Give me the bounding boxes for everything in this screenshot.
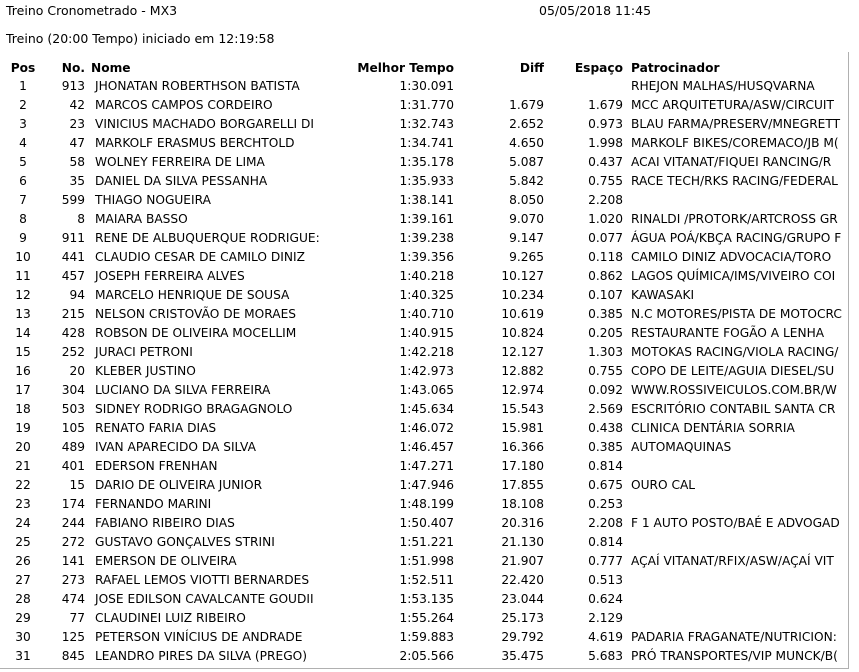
cell-espaco: 2.129 [588,610,623,625]
cell-diff: 1.679 [509,97,544,112]
cell-diff: 2.652 [509,116,544,131]
cell-nome: DANIEL DA SILVA PESSANHA [95,173,268,188]
cell-patrocinador [623,589,856,608]
cell-patrocinador: AÇAÍ VITANAT/RFIX/ASW/AÇAÍ VIT [631,553,834,568]
cell-espaco: 0.205 [588,325,623,340]
cell-espaco: 0.077 [588,230,623,245]
cell-pos: 30 [15,629,31,644]
cell-pos: 11 [15,268,31,283]
col-header-diff: Diff [519,60,544,75]
cell-tempo: 1:39.356 [399,249,454,264]
cell-pos: 31 [15,648,31,663]
cell-pos: 27 [15,572,31,587]
cell-pos: 28 [15,591,31,606]
table-row [6,304,856,323]
cell-pos: 21 [15,458,31,473]
cell-no: 15 [69,477,85,492]
cell-diff: 18.108 [501,496,544,511]
cell-diff: 25.173 [501,610,544,625]
cell-nome: RAFAEL LEMOS VIOTTI BERNARDES [95,572,310,587]
table-row [6,228,856,247]
cell-diff: 21.907 [501,553,544,568]
cell-no: 105 [61,420,85,435]
cell-pos: 4 [19,135,27,150]
cell-no: 273 [61,572,85,587]
cell-diff: 5.087 [509,154,544,169]
cell-diff: 20.316 [501,515,544,530]
cell-tempo: 1:42.218 [399,344,454,359]
cell-nome: ROBSON DE OLIVEIRA MOCELLIM [95,325,297,340]
cell-pos: 1 [19,78,27,93]
cell-patrocinador [623,190,856,209]
cell-espaco: 0.755 [588,173,623,188]
cell-diff: 12.127 [501,344,544,359]
cell-patrocinador: CLINICA DENTÁRIA SORRIA [631,420,795,435]
cell-tempo: 1:30.091 [399,78,454,93]
cell-diff: 8.050 [509,192,544,207]
cell-patrocinador: LAGOS QUÍMICA/IMS/VIVEIRO COI [631,268,836,283]
cell-tempo: 1:40.325 [399,287,454,302]
table-row [6,627,856,646]
cell-espaco: 4.619 [588,629,623,644]
cell-espaco: 1.303 [588,344,623,359]
cell-diff: 17.180 [501,458,544,473]
cell-no: 457 [61,268,85,283]
cell-pos: 5 [19,154,27,169]
col-header-nome: Nome [91,60,131,75]
cell-nome: IVAN APARECIDO DA SILVA [95,439,256,454]
cell-no: 8 [77,211,85,226]
cell-espaco: 1.679 [588,97,623,112]
table-row [6,513,856,532]
cell-patrocinador: OURO CAL [631,477,696,492]
table-row [6,608,856,627]
cell-no: 125 [61,629,85,644]
cell-tempo: 1:35.933 [399,173,454,188]
report-datetime: 05/05/2018 11:45 [539,3,652,18]
cell-espaco: 0.253 [588,496,623,511]
cell-espaco: 0.118 [588,249,623,264]
cell-patrocinador: BLAU FARMA/PRESERV/MNEGRETT [631,116,841,131]
cell-patrocinador: AUTOMAQUINAS [631,439,732,454]
cell-nome: PETERSON VINÍCIUS DE ANDRADE [95,629,303,644]
cell-no: 845 [61,648,85,663]
cell-tempo: 1:45.634 [399,401,454,416]
cell-no: 174 [61,496,85,511]
cell-tempo: 1:50.407 [399,515,454,530]
cell-diff: 17.855 [501,477,544,492]
cell-patrocinador [623,570,856,589]
cell-nome: MARCOS CAMPOS CORDEIRO [95,97,273,112]
cell-no: 474 [61,591,85,606]
cell-no: 503 [61,401,85,416]
table-row [6,76,856,95]
cell-espaco: 1.020 [588,211,623,226]
col-header-patrocinador: Patrocinador [631,60,720,75]
report-title: Treino Cronometrado - MX3 [6,3,178,18]
cell-tempo: 1:46.457 [399,439,454,454]
cell-tempo: 1:48.199 [399,496,454,511]
cell-pos: 13 [15,306,31,321]
cell-no: 489 [61,439,85,454]
table-row [6,190,856,209]
table-row [6,380,856,399]
cell-no: 23 [69,116,85,131]
cell-espaco: 0.513 [588,572,623,587]
cell-no: 252 [61,344,85,359]
cell-diff: 16.366 [501,439,544,454]
cell-espaco: 0.973 [588,116,623,131]
cell-nome: NELSON CRISTOVÃO DE MORAES [95,306,297,321]
cell-espaco: 0.385 [588,439,623,454]
cell-diff: 12.974 [501,382,544,397]
col-header-tempo: Melhor Tempo [357,60,454,75]
cell-no: 47 [69,135,85,150]
cell-nome: SIDNEY RODRIGO BRAGAGNOLO [95,401,293,416]
cell-diff: 10.824 [501,325,544,340]
cell-diff: 23.044 [501,591,544,606]
cell-patrocinador: RESTAURANTE FOGÃO A LENHA [631,325,825,340]
cell-patrocinador: RHEJON MALHAS/HUSQVARNA [631,78,815,93]
cell-diff: 21.130 [501,534,544,549]
cell-nome: RENE DE ALBUQUERQUE RODRIGUE: [95,230,320,245]
cell-tempo: 1:47.271 [399,458,454,473]
cell-nome: GUSTAVO GONÇALVES STRINI [95,534,275,549]
cell-nome: JOSEPH FERREIRA ALVES [95,268,245,283]
cell-patrocinador: MOTOKAS RACING/VIOLA RACING/ [631,344,839,359]
cell-diff: 10.234 [501,287,544,302]
cell-pos: 18 [15,401,31,416]
cell-patrocinador: ESCRITÓRIO CONTABIL SANTA CR [631,401,836,416]
cell-patrocinador: RINALDI /PROTORK/ARTCROSS GR [631,211,838,226]
cell-pos: 15 [15,344,31,359]
cell-patrocinador [623,608,856,627]
cell-nome: CLAUDINEI LUIZ RIBEIRO [95,610,246,625]
cell-tempo: 1:46.072 [399,420,454,435]
cell-patrocinador [623,456,856,475]
cell-pos: 16 [15,363,31,378]
cell-pos: 26 [15,553,31,568]
table-row [6,418,856,437]
cell-tempo: 1:42.973 [399,363,454,378]
cell-nome: DARIO DE OLIVEIRA JUNIOR [95,477,263,492]
cell-no: 141 [61,553,85,568]
cell-diff [454,76,544,95]
cell-espaco: 0.814 [588,534,623,549]
cell-tempo: 1:32.743 [399,116,454,131]
cell-patrocinador: PADARIA FRAGANATE/NUTRICION: [631,629,837,644]
table-row [6,285,856,304]
cell-no: 58 [69,154,85,169]
cell-espaco: 0.675 [588,477,623,492]
table-row [6,646,856,665]
cell-nome: KLEBER JUSTINO [95,363,196,378]
cell-pos: 25 [15,534,31,549]
cell-tempo: 1:40.915 [399,325,454,340]
table-row [6,551,856,570]
cell-nome: JURACI PETRONI [95,344,193,359]
cell-diff: 29.792 [501,629,544,644]
cell-diff: 15.981 [501,420,544,435]
cell-tempo: 1:39.238 [399,230,454,245]
table-row [6,494,856,513]
cell-tempo: 2:05.566 [399,648,454,663]
cell-no: 599 [61,192,85,207]
cell-no: 401 [61,458,85,473]
cell-patrocinador: MCC ARQUITETURA/ASW/CIRCUIT [631,97,834,112]
cell-no: 35 [69,173,85,188]
cell-patrocinador: WWW.ROSSIVEICULOS.COM.BR/W [631,382,837,397]
cell-nome: WOLNEY FERREIRA DE LIMA [95,154,265,169]
cell-pos: 9 [19,230,27,245]
cell-no: 441 [61,249,85,264]
col-header-pos: Pos [10,60,36,75]
results-table [6,59,856,665]
cell-pos: 17 [15,382,31,397]
cell-patrocinador: CAMILO DINIZ ADVOCACIA/TORO [631,249,832,264]
cell-pos: 2 [19,97,27,112]
cell-nome: EDERSON FRENHAN [95,458,218,473]
cell-nome: THIAGO NOGUEIRA [95,192,211,207]
cell-no: 272 [61,534,85,549]
cell-nome: EMERSON DE OLIVEIRA [95,553,237,568]
table-row [6,532,856,551]
table-row [6,456,856,475]
cell-patrocinador: F 1 AUTO POSTO/BAÉ E ADVOGAD [631,515,840,530]
cell-patrocinador [623,494,856,513]
cell-tempo: 1:34.741 [399,135,454,150]
cell-espaco: 0.385 [588,306,623,321]
results-body [6,76,856,665]
cell-tempo: 1:40.218 [399,268,454,283]
cell-patrocinador: ACAI VITANAT/FIQUEI RANCING/R [631,154,832,169]
cell-diff: 9.070 [509,211,544,226]
cell-espaco: 5.683 [588,648,623,663]
cell-patrocinador: PRÓ TRANSPORTES/VIP MUNCK/B( [631,648,838,663]
cell-no: 428 [61,325,85,340]
cell-no: 94 [69,287,85,302]
table-row [6,342,856,361]
cell-espaco: 2.208 [588,192,623,207]
cell-no: 304 [61,382,85,397]
cell-pos: 29 [15,610,31,625]
cell-nome: LUCIANO DA SILVA FERREIRA [95,382,271,397]
cell-no: 77 [69,610,85,625]
cell-diff: 5.842 [509,173,544,188]
cell-pos: 8 [19,211,27,226]
cell-tempo: 1:39.161 [399,211,454,226]
cell-espaco: 0.755 [588,363,623,378]
cell-espaco: 2.569 [588,401,623,416]
cell-tempo: 1:53.135 [399,591,454,606]
cell-diff: 10.127 [501,268,544,283]
cell-no: 244 [61,515,85,530]
cell-pos: 14 [15,325,31,340]
cell-nome: LEANDRO PIRES DA SILVA (PREGO) [95,648,307,663]
cell-tempo: 1:51.221 [399,534,454,549]
cell-tempo: 1:35.178 [399,154,454,169]
cell-patrocinador: ÁGUA POÁ/KBÇA RACING/GRUPO F [631,230,842,245]
cell-patrocinador: N.C MOTORES/PISTA DE MOTOCRC [631,306,842,321]
cell-no: 215 [61,306,85,321]
table-row [6,266,856,285]
table-row [6,570,856,589]
cell-no: 913 [61,78,85,93]
cell-diff: 9.265 [509,249,544,264]
cell-patrocinador: MARKOLF BIKES/COREMACO/JB M( [631,135,839,150]
cell-pos: 3 [19,116,27,131]
cell-pos: 20 [15,439,31,454]
table-row [6,589,856,608]
cell-no: 42 [69,97,85,112]
col-header-no: No. [61,60,85,75]
cell-nome: MARKOLF ERASMUS BERCHTOLD [95,135,295,150]
cell-diff: 10.619 [501,306,544,321]
cell-espaco [544,76,623,95]
table-row [6,323,856,342]
cell-no: 911 [61,230,85,245]
cell-diff: 9.147 [509,230,544,245]
table-header-row [6,59,856,76]
cell-espaco: 0.862 [588,268,623,283]
table-row [6,209,856,228]
table-row [6,95,856,114]
cell-espaco: 0.814 [588,458,623,473]
table-row [6,152,856,171]
cell-tempo: 1:47.946 [399,477,454,492]
cell-nome: MAIARA BASSO [95,211,188,226]
table-row [6,247,856,266]
cell-diff: 15.543 [501,401,544,416]
cell-pos: 6 [19,173,27,188]
cell-diff: 35.475 [501,648,544,663]
cell-espaco: 2.208 [588,515,623,530]
cell-pos: 7 [19,192,27,207]
cell-nome: FABIANO RIBEIRO DIAS [95,515,235,530]
cell-espaco: 1.998 [588,135,623,150]
cell-diff: 22.420 [501,572,544,587]
session-subtitle: Treino (20:00 Tempo) iniciado em 12:19:58 [6,31,275,46]
cell-espaco: 0.438 [588,420,623,435]
table-row [6,399,856,418]
table-row [6,361,856,380]
cell-nome: RENATO FARIA DIAS [95,420,217,435]
cell-tempo: 1:40.710 [399,306,454,321]
cell-pos: 23 [15,496,31,511]
cell-pos: 12 [15,287,31,302]
cell-nome: MARCELO HENRIQUE DE SOUSA [95,287,290,302]
cell-espaco: 0.624 [588,591,623,606]
cell-espaco: 0.437 [588,154,623,169]
table-row [6,114,856,133]
cell-pos: 10 [15,249,31,264]
table-row [6,171,856,190]
cell-espaco: 0.092 [588,382,623,397]
cell-tempo: 1:43.065 [399,382,454,397]
cell-diff: 4.650 [509,135,544,150]
cell-patrocinador: KAWASAKI [631,287,695,302]
cell-tempo: 1:52.511 [399,572,454,587]
cell-pos: 24 [15,515,31,530]
cell-nome: FERNANDO MARINI [95,496,212,511]
cell-tempo: 1:59.883 [399,629,454,644]
cell-pos: 19 [15,420,31,435]
cell-patrocinador [623,532,856,551]
cell-patrocinador: COPO DE LEITE/AGUIA DIESEL/SU [631,363,835,378]
cell-espaco: 0.777 [588,553,623,568]
cell-nome: VINICIUS MACHADO BORGARELLI DI [95,116,314,131]
cell-pos: 22 [15,477,31,492]
cell-espaco: 0.107 [588,287,623,302]
cell-nome: JOSE EDILSON CAVALCANTE GOUDII [95,591,314,606]
cell-nome: JHONATAN ROBERTHSON BATISTA [95,78,300,93]
cell-tempo: 1:38.141 [399,192,454,207]
cell-nome: CLAUDIO CESAR DE CAMILO DINIZ [95,249,305,264]
cell-diff: 12.882 [501,363,544,378]
cell-tempo: 1:51.998 [399,553,454,568]
table-row [6,133,856,152]
table-row [6,475,856,494]
table-row [6,437,856,456]
col-header-espaco: Espaço [574,60,623,75]
cell-patrocinador: RACE TECH/RKS RACING/FEDERAL [631,173,838,188]
cell-tempo: 1:55.264 [399,610,454,625]
cell-tempo: 1:31.770 [399,97,454,112]
cell-no: 20 [69,363,85,378]
